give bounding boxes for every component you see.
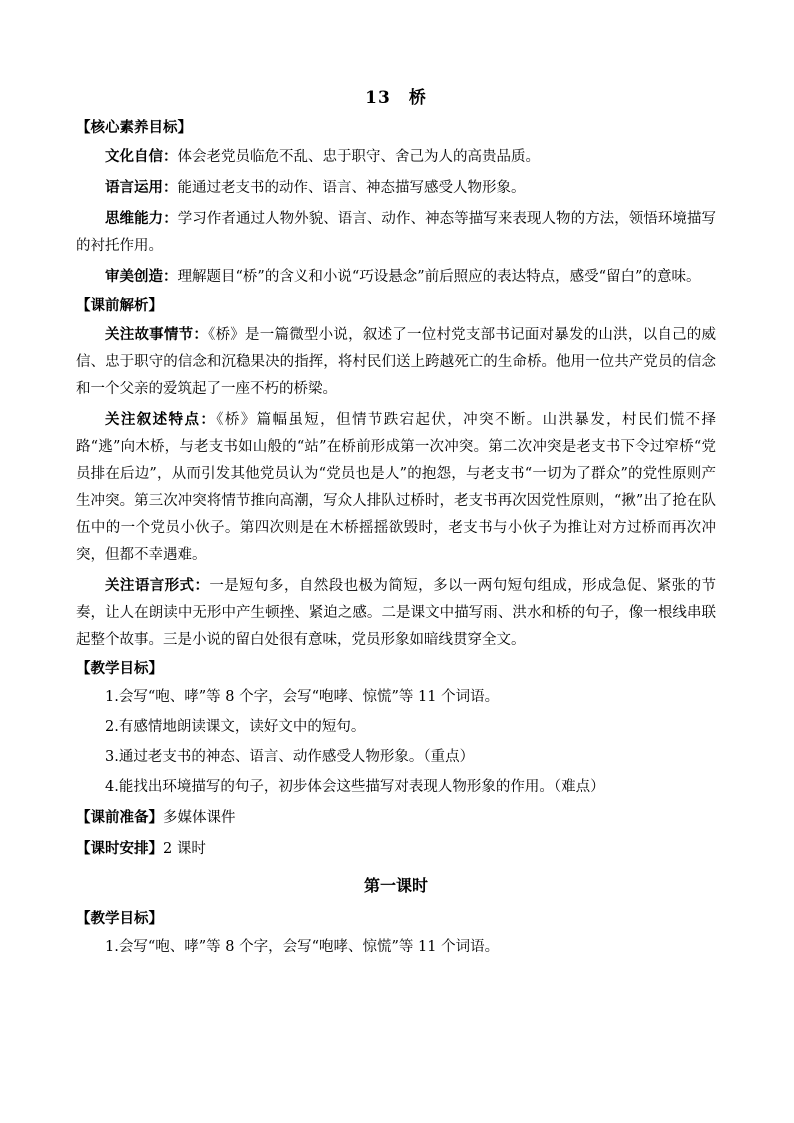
preparation-row [76,804,716,832]
core-goal-thinking [76,205,716,260]
core-goal-language [76,174,716,202]
core-goal-text: 理解题目“桥”的含义和小说“巧设悬念”前后照应的表达特点，感受“留白”的意味。 [177,269,701,285]
lesson-one-goals-heading: 【教学目标】 [76,910,163,927]
preparation-heading: 【课前准备】 [76,809,163,826]
core-goal-culture [76,143,716,171]
preparation-text: 多媒体课件 [163,810,236,826]
teaching-goals-heading: 【教学目标】 [76,660,163,677]
core-goal-aesthetic [76,263,716,291]
core-goal-label: 语言运用： [105,179,178,196]
analysis-label: 关注故事情节： [105,326,209,343]
teaching-goal-item: 2.有感情地朗读课文，读好文中的短句。 [105,719,366,735]
analysis-plot [76,321,716,403]
analysis-language [76,572,716,654]
document-content [76,86,716,964]
pre-analysis-heading: 【课前解析】 [76,297,163,314]
core-goal-text: 能通过老支书的动作、语言、神态描写感受人物形象。 [177,180,526,196]
analysis-text: 一是短句多，自然段也极为简短，多以一两句短句组成，形成急促、紧张的节奏，让人在朗读中无形中产生顿挫、紧迫之感。二是课文中描写雨、洪水和桥的句子，像一根线串联起整个故事。三是小说的留白处很有意味，党员形象如暗线贯穿全文。 [76,578,717,648]
lesson-one-goal-item: 1.会写“咆、哮”等 8 个字，会写“咆哮、惊慌”等 11 个词语。 [105,939,500,955]
teaching-goal-item: 3.通过老支书的神态、语言、动作感受人物形象。（重点） [105,749,475,765]
schedule-heading: 【课时安排】 [76,840,163,857]
teaching-goal-item: 4.能找出环境描写的句子，初步体会这些描写对表现人物形象的作用。（难点） [105,779,605,795]
document-title: 13 桥 [365,88,427,108]
analysis-label: 关注语言形式： [105,577,210,594]
core-goals-heading: 【核心素养目标】 [76,119,192,136]
lesson-one-title: 第一课时 [363,876,428,895]
core-goal-label: 文化自信： [105,148,178,165]
analysis-label: 关注叙述特点： [105,411,217,428]
schedule-text: 2 课时 [163,841,206,857]
core-goal-text: 体会老党员临危不乱、忠于职守、舍己为人的高贵品质。 [177,149,540,165]
teaching-goal-item: 1.会写“咆、哮”等 8 个字，会写“咆哮、惊慌”等 11 个词语。 [105,689,500,705]
core-goal-label: 思维能力： [105,210,178,227]
core-goal-text: 学习作者通过人物外貌、语言、动作、神态等描写来表现人物的方法，领悟环境描写的衬托作用。 [76,211,717,254]
analysis-narration [76,406,716,569]
analysis-text: 《桥》篇幅虽短，但情节跌宕起伏，冲突不断。山洪暴发，村民们慌不择路“逃”向木桥，与老支书如山般的“站”在桥前形成第一次冲突。第二次冲突是老支书下令过窄桥“党员排在后边”，从而引发其他党员认为“党员也是人”的抱怨，与老支书“一切为了群众”的党性原则产生冲突。第三次冲突将情节推向高潮，写众人排队过桥时，老支书再次因党性原则，“揪”出了抢在队伍中的一个党员小伙子。第四次则是在木桥摇摇欲毁时，老支书与小伙子为推让对方过桥而再次冲突，但都不幸遇难。 [76,412,716,563]
core-goal-label: 审美创造： [105,268,178,285]
analysis-text: 《桥》是一篇微型小说，叙述了一位村党支部书记面对暴发的山洪，以自己的威信、忠于职守的信念和沉稳果决的指挥，将村民们送上跨越死亡的生命桥。他用一位共产党员的信念和一个父亲的爱筑起了一座不朽的桥梁。 [76,327,717,397]
schedule-row [76,835,716,863]
